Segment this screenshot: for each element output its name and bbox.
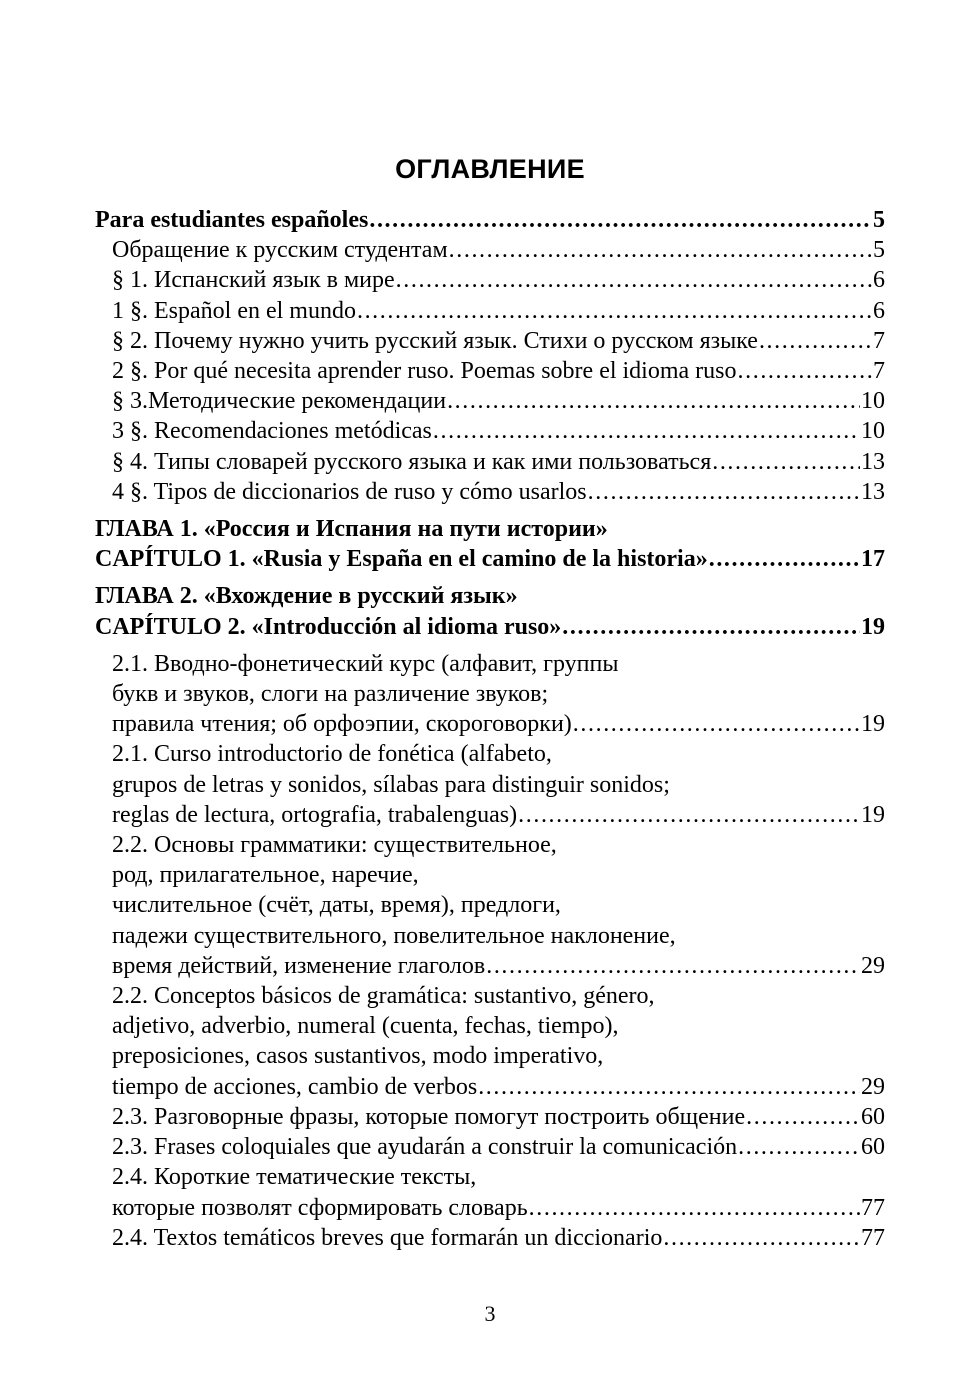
toc-entry-text: ГЛАВА 1. «Россия и Испания на пути истории» bbox=[95, 516, 608, 543]
dot-leader bbox=[759, 326, 872, 356]
toc-entry-text: 2.1. Curso introductorio de fonética (alfabeto, bbox=[112, 741, 552, 768]
toc-entry-text: ГЛАВА 2. «Вхождение в русский язык» bbox=[95, 583, 518, 610]
toc-entry-2-4-es[interactable] bbox=[95, 1223, 885, 1253]
toc-page-number: 10 bbox=[861, 418, 885, 445]
toc-page-number: 29 bbox=[861, 1073, 885, 1100]
toc-entry-text: 2 §. Por qué necesita aprender ruso. Poemas sobre el idioma ruso bbox=[112, 358, 737, 385]
toc-page-number: 17 bbox=[861, 546, 885, 573]
toc-page-number: 7 bbox=[873, 327, 885, 354]
toc-entry-2-1-es[interactable] bbox=[95, 739, 885, 830]
toc-entry-text: tiempo de acciones, cambio de verbos bbox=[112, 1073, 478, 1100]
toc-entry-section-4-ru[interactable] bbox=[95, 447, 885, 477]
dot-leader bbox=[738, 356, 872, 386]
toc-entry-text: CAPÍTULO 2. «Introducción al idioma ruso» bbox=[95, 613, 562, 640]
toc-entry-text: падежи существительного, повелительное наклонение, bbox=[112, 922, 676, 949]
dot-leader bbox=[738, 1132, 860, 1162]
toc-entry-text: 2.2. Основы грамматики: существительное, bbox=[112, 832, 557, 859]
toc-page-number: 13 bbox=[861, 478, 885, 505]
toc-entry-text: § 1. Испанский язык в мире bbox=[112, 267, 395, 294]
toc-entry-text: букв и звуков, слоги на различение звуков; bbox=[112, 681, 549, 708]
toc-entry-section-3-es[interactable] bbox=[95, 416, 885, 446]
toc-entry-chapter-2[interactable] bbox=[95, 581, 885, 641]
toc-entry-text: Обращение к русским студентам bbox=[112, 237, 448, 264]
toc-entry-text: § 4. Типы словарей русского языка и как ими пользоваться bbox=[112, 448, 712, 475]
toc-entry-text: 2.4. Короткие тематические тексты, bbox=[112, 1164, 477, 1191]
toc-entry-text: § 2. Почему нужно учить русский язык. Стихи о русском языке bbox=[112, 327, 758, 354]
dot-leader bbox=[449, 235, 872, 265]
toc-page-number: 60 bbox=[861, 1134, 885, 1161]
dot-leader bbox=[573, 709, 860, 739]
toc-entry-text: preposiciones, casos sustantivos, modo imperativo, bbox=[112, 1043, 604, 1070]
dot-leader bbox=[447, 386, 860, 416]
dot-leader bbox=[518, 800, 860, 830]
toc-entry-text: правила чтения; об орфоэпии, скороговорки) bbox=[112, 711, 572, 738]
toc-page-number: 13 bbox=[861, 448, 885, 475]
toc-page-number: 6 bbox=[873, 297, 885, 324]
toc-entry-section-3-ru[interactable] bbox=[95, 386, 885, 416]
toc-entry-section-2-ru[interactable] bbox=[95, 326, 885, 356]
toc-page-number: 10 bbox=[861, 388, 885, 415]
dot-leader bbox=[486, 951, 860, 981]
toc-entry-section-2-es[interactable] bbox=[95, 356, 885, 386]
toc-entry-2-3-ru[interactable] bbox=[95, 1102, 885, 1132]
toc-page-number: 60 bbox=[861, 1103, 885, 1130]
toc-entry-text: § 3.Методические рекомендации bbox=[112, 388, 447, 415]
toc-entry-2-2-ru[interactable] bbox=[95, 830, 885, 981]
toc-entry-text: 1 §. Español en el mundo bbox=[112, 297, 356, 324]
dot-leader bbox=[396, 265, 872, 295]
toc-entry-text: время действий, изменение глаголов bbox=[112, 952, 486, 979]
toc-entry-text: числительное (счёт, даты, время), предлоги, bbox=[112, 892, 561, 919]
toc-entry-text: grupos de letras y sonidos, sílabas para distinguir sonidos; bbox=[112, 771, 670, 798]
page-title: ОГЛАВЛЕНИЕ bbox=[395, 154, 585, 184]
toc-entry-text: 2.3. Разговорные фразы, которые помогут построить общение bbox=[112, 1103, 746, 1130]
toc-entry-text: 2.3. Frases coloquiales que ayudarán a construir la comunicación bbox=[112, 1134, 738, 1161]
dot-leader bbox=[588, 477, 860, 507]
dot-leader bbox=[357, 296, 872, 326]
toc-entry-section-1-es[interactable] bbox=[95, 296, 885, 326]
toc-entry-text: 2.4. Textos temáticos breves que formarán un diccionario bbox=[112, 1224, 663, 1251]
dot-leader bbox=[712, 447, 860, 477]
dot-leader bbox=[746, 1102, 860, 1132]
toc-entry-text: reglas de lectura, ortografia, trabalenguas) bbox=[112, 801, 518, 828]
toc-entry-2-2-es[interactable] bbox=[95, 981, 885, 1102]
toc-page-number: 29 bbox=[861, 952, 885, 979]
toc-entry-text: CAPÍTULO 1. «Rusia y España en el camino de la historia» bbox=[95, 546, 708, 573]
toc-entry-2-4-ru[interactable] bbox=[95, 1162, 885, 1222]
toc-page-number: 19 bbox=[861, 711, 885, 738]
toc-page-number: 6 bbox=[873, 267, 885, 294]
toc-entry-text: 4 §. Tipos de diccionarios de ruso y cómo usarlos bbox=[112, 478, 587, 505]
toc-entry-text: которые позволят сформировать словарь bbox=[112, 1194, 528, 1221]
toc-entry-text: adjetivo, adverbio, numeral (cuenta, fechas, tiempo), bbox=[112, 1013, 619, 1040]
dot-leader bbox=[433, 416, 860, 446]
toc-entry-text: 2.1. Вводно-фонетический курс (алфавит, группы bbox=[112, 650, 619, 677]
toc-entry-text: 3 §. Recomendaciones metódicas bbox=[112, 418, 432, 445]
toc-entry-2-3-es[interactable] bbox=[95, 1132, 885, 1162]
toc-page-number: 77 bbox=[861, 1224, 885, 1251]
dot-leader bbox=[562, 612, 860, 642]
dot-leader bbox=[709, 544, 860, 574]
toc-entry-section-1-ru[interactable] bbox=[95, 265, 885, 295]
dot-leader bbox=[369, 205, 872, 235]
dot-leader bbox=[529, 1193, 860, 1223]
toc-page-number: 5 bbox=[873, 207, 885, 233]
toc-page-number: 19 bbox=[861, 801, 885, 828]
toc-entry-chapter-1[interactable] bbox=[95, 514, 885, 574]
toc-entry-obrashchenie[interactable] bbox=[95, 235, 885, 265]
toc-page-number: 7 bbox=[873, 358, 885, 385]
toc-entry-text: Para estudiantes españoles bbox=[95, 207, 369, 233]
toc-entry-section-4-es[interactable] bbox=[95, 477, 885, 507]
toc-entry-2-1-ru[interactable] bbox=[95, 649, 885, 740]
page-number: 3 bbox=[484, 1301, 496, 1326]
toc-entry-text: 2.2. Conceptos básicos de gramática: sustantivo, género, bbox=[112, 983, 655, 1010]
table-of-contents bbox=[95, 205, 885, 1253]
toc-page-number: 5 bbox=[873, 237, 885, 264]
toc-page-number: 77 bbox=[861, 1194, 885, 1221]
dot-leader bbox=[478, 1072, 860, 1102]
toc-page-number: 19 bbox=[861, 613, 885, 640]
toc-entry-text: род, прилагательное, наречие, bbox=[112, 862, 419, 889]
toc-entry-para-estudiantes[interactable] bbox=[95, 205, 885, 235]
dot-leader bbox=[663, 1223, 860, 1253]
